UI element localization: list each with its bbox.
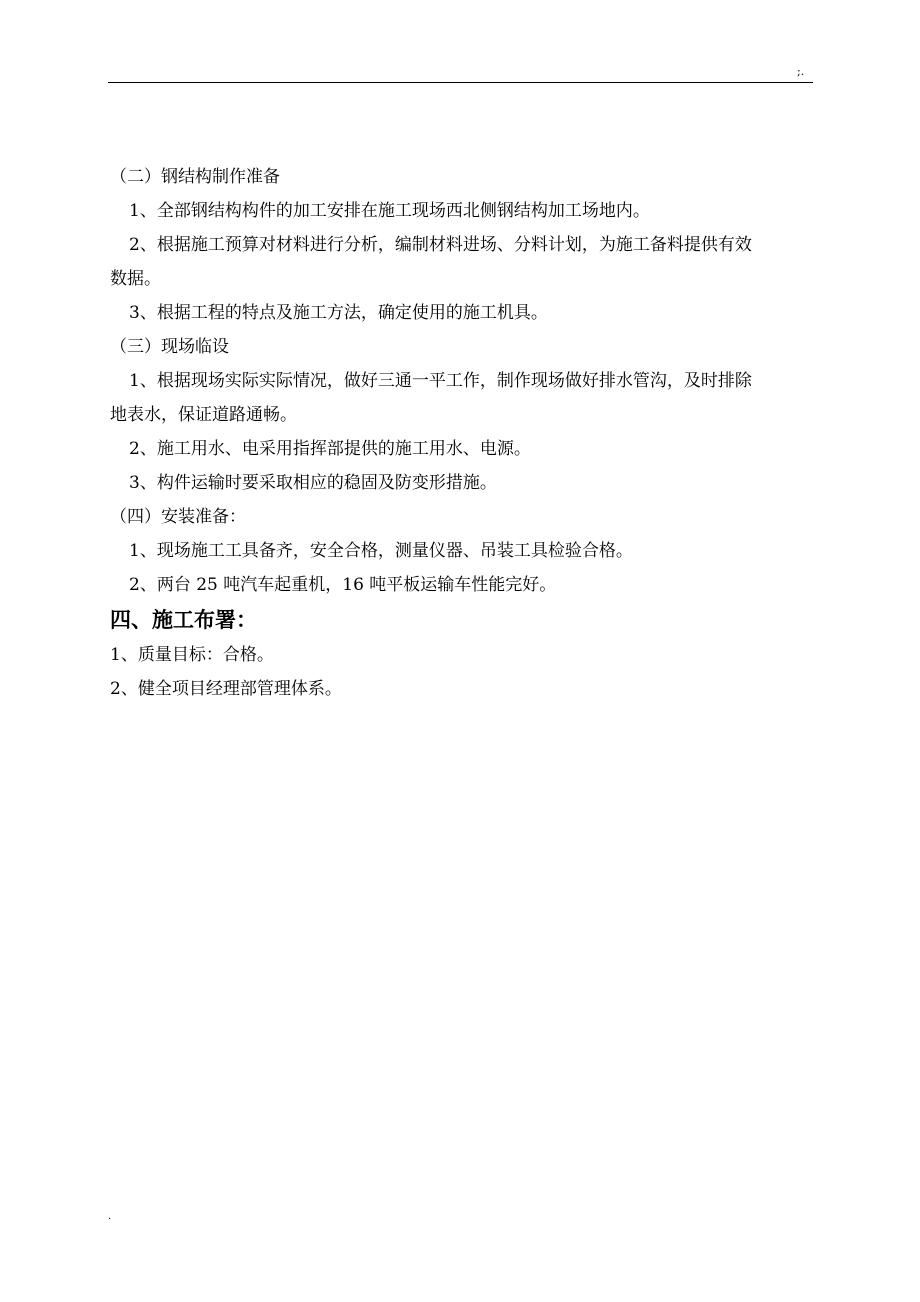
paragraph-line: 地表水，保证道路通畅。 xyxy=(110,405,297,425)
paragraph-line: 数据。 xyxy=(110,269,161,289)
section-heading-site-temporary: （三）现场临设 xyxy=(110,337,229,357)
paragraph-line: 1、现场施工工具备齐，安全合格，测量仪器、吊装工具检验合格。 xyxy=(129,541,633,561)
document-body xyxy=(110,160,810,706)
section-heading-installation-preparation: （四）安装准备： xyxy=(110,507,246,527)
paragraph-line: 2、健全项目经理部管理体系。 xyxy=(110,679,342,699)
paragraph-line: 2、两台 25 吨汽车起重机，16 吨平板运输车性能完好。 xyxy=(129,575,557,595)
section-heading-steel-preparation: （二）钢结构制作准备 xyxy=(110,167,280,187)
paragraph-line: 2、根据施工预算对材料进行分析，编制材料进场、分料计划，为施工备料提供有效 xyxy=(129,235,752,255)
paragraph-line: 3、根据工程的特点及施工方法，确定使用的施工机具。 xyxy=(129,303,548,323)
paragraph-line: 3、构件运输时要采取相应的稳固及防变形措施。 xyxy=(129,473,497,493)
paragraph-line: 1、全部钢结构构件的加工安排在施工现场西北侧钢结构加工场地内。 xyxy=(129,201,650,221)
header-rule xyxy=(108,82,813,83)
paragraph-line: 1、根据现场实际实际情况，做好三通一平工作，制作现场做好排水管沟，及时排除 xyxy=(129,371,752,391)
paragraph-line: 2、施工用水、电采用指挥部提供的施工用水、电源。 xyxy=(129,439,531,459)
chapter-heading: 四、施工布署： xyxy=(110,607,257,632)
footer-mark: . xyxy=(108,1211,112,1222)
paragraph-line: 1、质量目标：合格。 xyxy=(110,645,274,665)
header-mark: ;. xyxy=(797,65,805,78)
